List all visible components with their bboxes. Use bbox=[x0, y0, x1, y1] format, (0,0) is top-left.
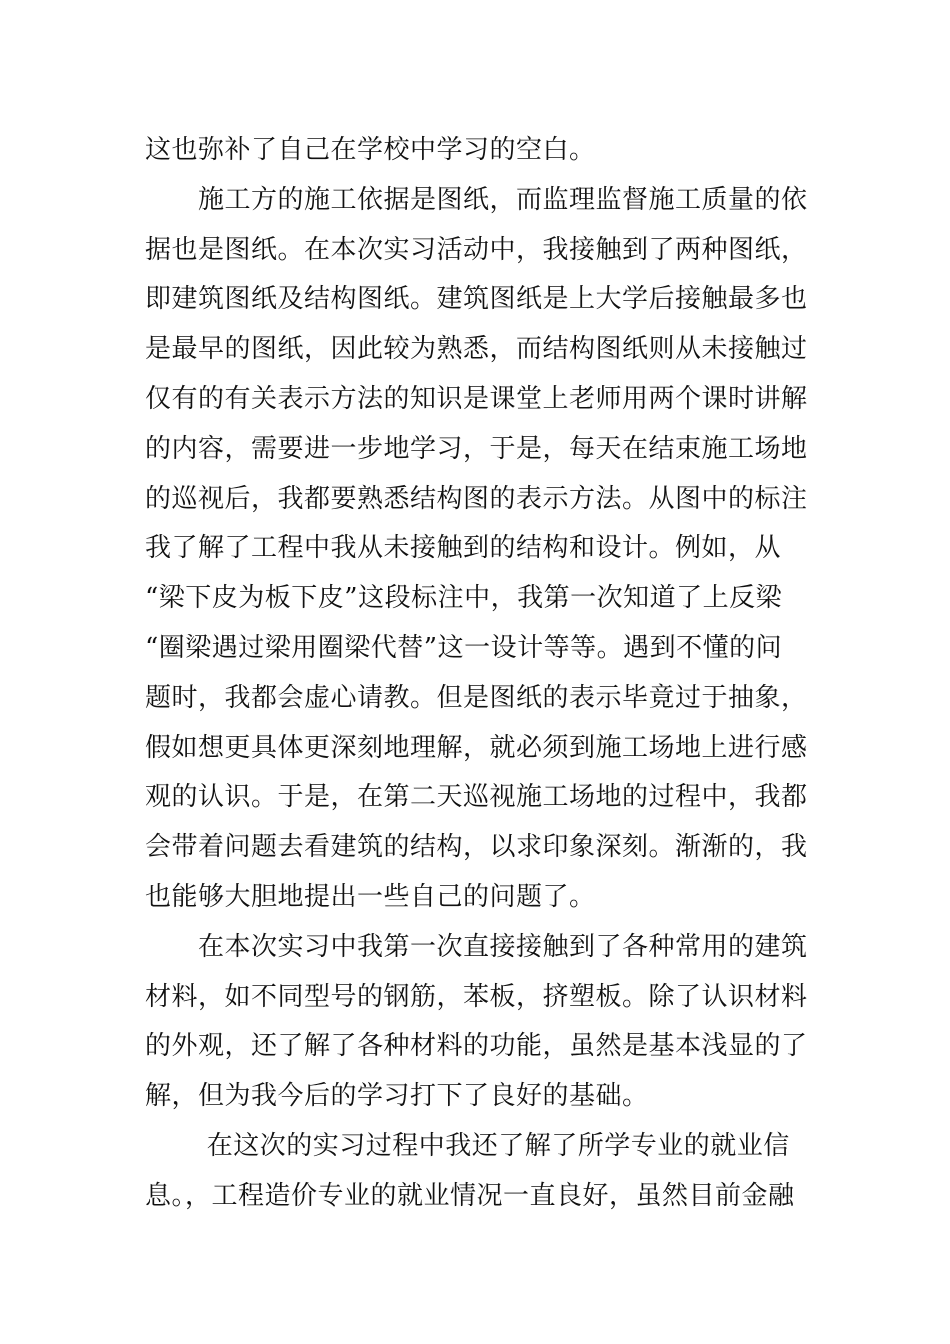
text-line: 会带着问题去看建筑的结构，以求印象深刻。渐渐的，我 bbox=[145, 832, 808, 863]
text-line: 题时，我都会虚心请教。但是图纸的表示毕竟过于抽象， bbox=[145, 682, 808, 713]
text-line: 解，但为我今后的学习打下了良好的基础。 bbox=[145, 1081, 649, 1112]
text-line: 这也弥补了自己在学校中学习的空白。 bbox=[145, 135, 596, 165]
text-line: 的巡视后，我都要熟悉结构图的表示方法。从图中的标注 bbox=[145, 483, 808, 514]
text-line: 的外观，还了解了各种材料的功能，虽然是基本浅显的了 bbox=[145, 1031, 808, 1062]
body-text bbox=[145, 126, 815, 1222]
text-line: 材料，如不同型号的钢筋，苯板，挤塑板。除了认识材料 bbox=[145, 981, 808, 1012]
text-line: 仅有的有关表示方法的知识是课堂上老师用两个课时讲解 bbox=[145, 383, 808, 414]
text-line: “梁下皮为板下皮”这段标注中，我第一次知道了上反梁 bbox=[145, 583, 783, 614]
text-line: “圈梁遇过梁用圈梁代替”这一设计等等。遇到不懂的问 bbox=[145, 632, 783, 663]
text-line: 在本次实习中我第一次直接接触到了各种常用的建筑 bbox=[145, 931, 808, 962]
text-line: 即建筑图纸及结构图纸。建筑图纸是上大学后接触最多也 bbox=[145, 284, 808, 315]
text-line: 息。，工程造价专业的就业情况一直良好，虽然目前金融 bbox=[145, 1180, 795, 1211]
text-line: 是最早的图纸，因此较为熟悉，而结构图纸则从未接触过 bbox=[145, 334, 808, 365]
text-line: 也能够大胆地提出一些自己的问题了。 bbox=[145, 881, 596, 912]
text-line: 施工方的施工依据是图纸，而监理监督施工质量的依 bbox=[145, 184, 808, 215]
text-line: 观的认识。于是，在第二天巡视施工场地的过程中，我都 bbox=[145, 782, 808, 813]
text-line: 的内容，需要进一步地学习，于是，每天在结束施工场地 bbox=[145, 433, 808, 464]
text-line: 据也是图纸。在本次实习活动中，我接触到了两种图纸， bbox=[145, 234, 808, 265]
text-line: 在这次的实习过程中我还了解了所学专业的就业信 bbox=[145, 1130, 790, 1161]
text-line: 我了解了工程中我从未接触到的结构和设计。例如，从 bbox=[145, 533, 782, 564]
text-line: 假如想更具体更深刻地理解，就必须到施工场地上进行感 bbox=[145, 732, 808, 763]
